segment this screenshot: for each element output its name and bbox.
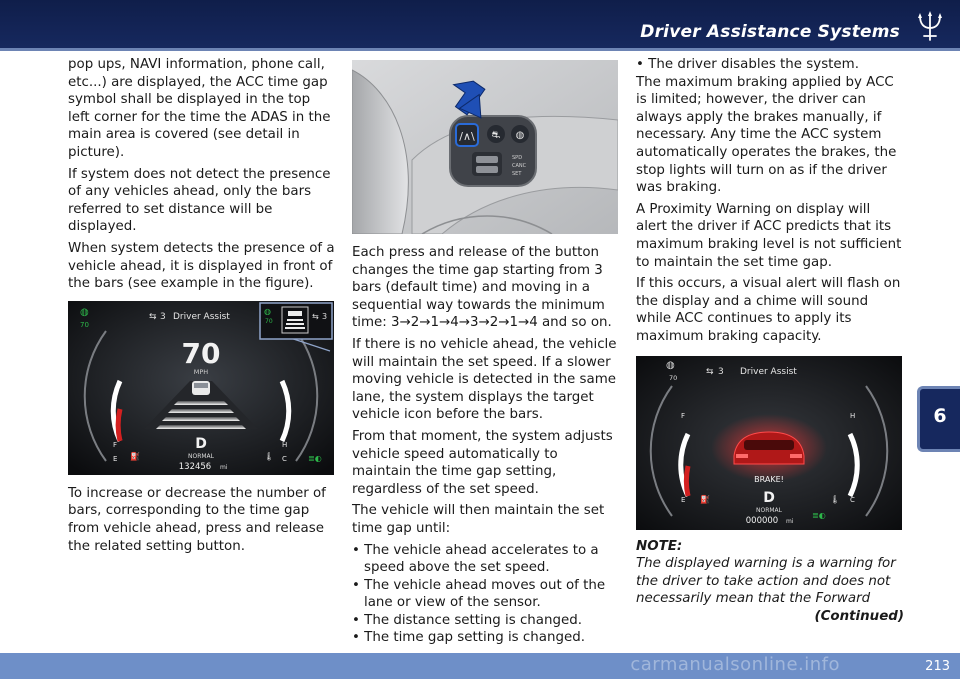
coolant-icon: 🌡 bbox=[830, 494, 841, 504]
temp-cold-label: C bbox=[850, 495, 855, 504]
label-spd: SPD bbox=[512, 155, 523, 161]
acc-icon: ◍ bbox=[666, 359, 675, 371]
speed-toggle-down[interactable] bbox=[476, 166, 498, 173]
bullet-item: • The distance setting is changed. bbox=[352, 612, 582, 628]
column-1 bbox=[68, 56, 336, 559]
gear-indicator: D bbox=[763, 489, 775, 506]
gap-value: 3 bbox=[160, 311, 166, 322]
temp-hot-label: H bbox=[850, 411, 856, 420]
speed-readout: 70 bbox=[181, 336, 221, 370]
fuel-empty-label: E bbox=[113, 454, 118, 463]
drive-mode: NORMAL bbox=[187, 452, 215, 460]
coolant-icon: 🌡 bbox=[264, 451, 275, 461]
brake-warning-cluster-illustration bbox=[636, 356, 902, 530]
chapter-tab bbox=[917, 386, 960, 452]
temp-hot-label: H bbox=[282, 440, 288, 449]
note-heading: NOTE: bbox=[636, 538, 683, 554]
speed-toggle-up[interactable] bbox=[476, 156, 498, 163]
acc-icon: ◍ bbox=[80, 306, 89, 318]
continued-label: (Continued) bbox=[814, 608, 904, 624]
paragraph: Each press and release of the button changes the time gap starting from 3 bars (default time) and moving in a sequential way towards the minimum time: 3→2→1→4→3→2→1→4 and so on. bbox=[352, 245, 612, 331]
gap-icon: ⇆ bbox=[706, 366, 714, 377]
steering-wheel-figure bbox=[352, 60, 618, 234]
set-speed: 70 bbox=[669, 373, 678, 382]
paragraph: To increase or decrease the number of bars, corresponding to the time gap from vehicle ahead, press and release the related setting button. bbox=[68, 485, 326, 554]
note-body: The displayed warning is a warning for the driver to take action and does not necessarily mean that the Forward bbox=[636, 556, 896, 607]
paragraph: If system does not detect the presence of any vehicles ahead, only the bars referred to set distance will be displayed. bbox=[68, 166, 331, 235]
odometer: 132456 bbox=[178, 461, 212, 472]
speed-unit: MPH bbox=[193, 367, 209, 376]
bullet-item: • The vehicle ahead accelerates to a speed above the set speed. bbox=[352, 542, 599, 576]
temp-cold-label: C bbox=[282, 454, 287, 463]
odometer-unit: mi bbox=[220, 463, 228, 471]
label-set: SET bbox=[512, 171, 522, 177]
steering-wheel-illustration bbox=[352, 60, 618, 234]
cluster-figure-brake bbox=[636, 356, 902, 530]
label-canc: CANC bbox=[512, 163, 527, 169]
watermark: carmanualsonline.info bbox=[630, 654, 840, 675]
paragraph: From that moment, the system adjusts vehicle speed automatically to maintain the time gap setting, regardless of the set speed. bbox=[352, 428, 613, 497]
fuel-full-label: F bbox=[113, 440, 118, 449]
callout-limit: 70 bbox=[265, 317, 273, 325]
paragraph: If this occurs, a visual alert will flash on the display and a chime will sound while ACC continues to apply its maximum braking capacity. bbox=[636, 276, 901, 344]
set-speed: 70 bbox=[80, 320, 89, 329]
instrument-cluster-illustration bbox=[68, 301, 334, 475]
paragraph: The maximum braking applied by ACC is limited; however, the driver can always apply the brakes manually, if necessary. Any time the ACC system automatically operates the brakes, the stop lights will turn on as if the driver was braking. bbox=[636, 74, 897, 196]
bullet-item: • The vehicle ahead moves out of the lane or view of the sensor. bbox=[352, 577, 606, 611]
column-3 bbox=[636, 56, 904, 625]
brake-warning: BRAKE! bbox=[754, 474, 784, 484]
cluster-title: Driver Assist bbox=[740, 366, 797, 377]
acc-icon: ◍ bbox=[264, 306, 271, 316]
svg-text:⇆: ⇆ bbox=[312, 311, 319, 321]
distance-icon: /∧\ bbox=[459, 130, 475, 143]
paragraph: When system detects the presence of a vehicle ahead, it is displayed in front of the bars (see example in the figure). bbox=[68, 240, 335, 292]
odometer-unit: mi bbox=[786, 517, 794, 525]
fuel-full-label: F bbox=[681, 411, 686, 420]
lane-assist-icon: ⛐ bbox=[491, 130, 501, 141]
bullet-item: • The driver disables the system. bbox=[636, 57, 859, 72]
odometer: 000000 bbox=[745, 515, 779, 526]
paragraph: If there is no vehicle ahead, the vehicle will maintain the set speed. If a slower moving vehicle is detected in the same lane, the system displays the target vehicle icon before the bars. bbox=[352, 336, 617, 423]
paragraph: A Proximity Warning on display will alert the driver if ACC predicts that its maximum braking level is not sufficient to maintain the set time gap. bbox=[636, 201, 902, 270]
gear-indicator: D bbox=[195, 435, 207, 452]
drive-mode: NORMAL bbox=[755, 506, 783, 514]
gap-icon: ⇆ bbox=[149, 311, 157, 322]
lights-icon: ≣◐ bbox=[812, 510, 826, 520]
fuel-pump-icon: ⛽ bbox=[700, 494, 710, 504]
section-title: Driver Assistance Systems bbox=[640, 22, 900, 42]
lights-icon: ≣◐ bbox=[308, 453, 322, 463]
cluster-figure-acc bbox=[68, 301, 334, 475]
cluster-title: Driver Assist bbox=[173, 311, 230, 322]
acc-icon: ◍ bbox=[515, 130, 525, 141]
page-number: 213 bbox=[925, 659, 950, 674]
fuel-pump-icon: ⛽ bbox=[130, 451, 140, 461]
bullet-item: • The time gap setting is changed. bbox=[352, 630, 585, 646]
chapter-number: 6 bbox=[933, 405, 947, 427]
fuel-empty-label: E bbox=[681, 495, 686, 504]
gap-value: 3 bbox=[718, 366, 724, 377]
trident-logo-icon bbox=[914, 10, 946, 44]
paragraph: pop ups, NAVI information, phone call, etc...) are displayed, the ACC time gap symbol shall be displayed in the top left corner for the time the ADAS in the main area is covered (see detail in picture). bbox=[68, 57, 331, 160]
page-footer bbox=[0, 653, 960, 679]
page-header bbox=[0, 0, 960, 51]
callout-gap: 3 bbox=[322, 311, 328, 321]
column-2 bbox=[352, 56, 618, 647]
paragraph: The vehicle will then maintain the set time gap until: bbox=[352, 503, 605, 536]
